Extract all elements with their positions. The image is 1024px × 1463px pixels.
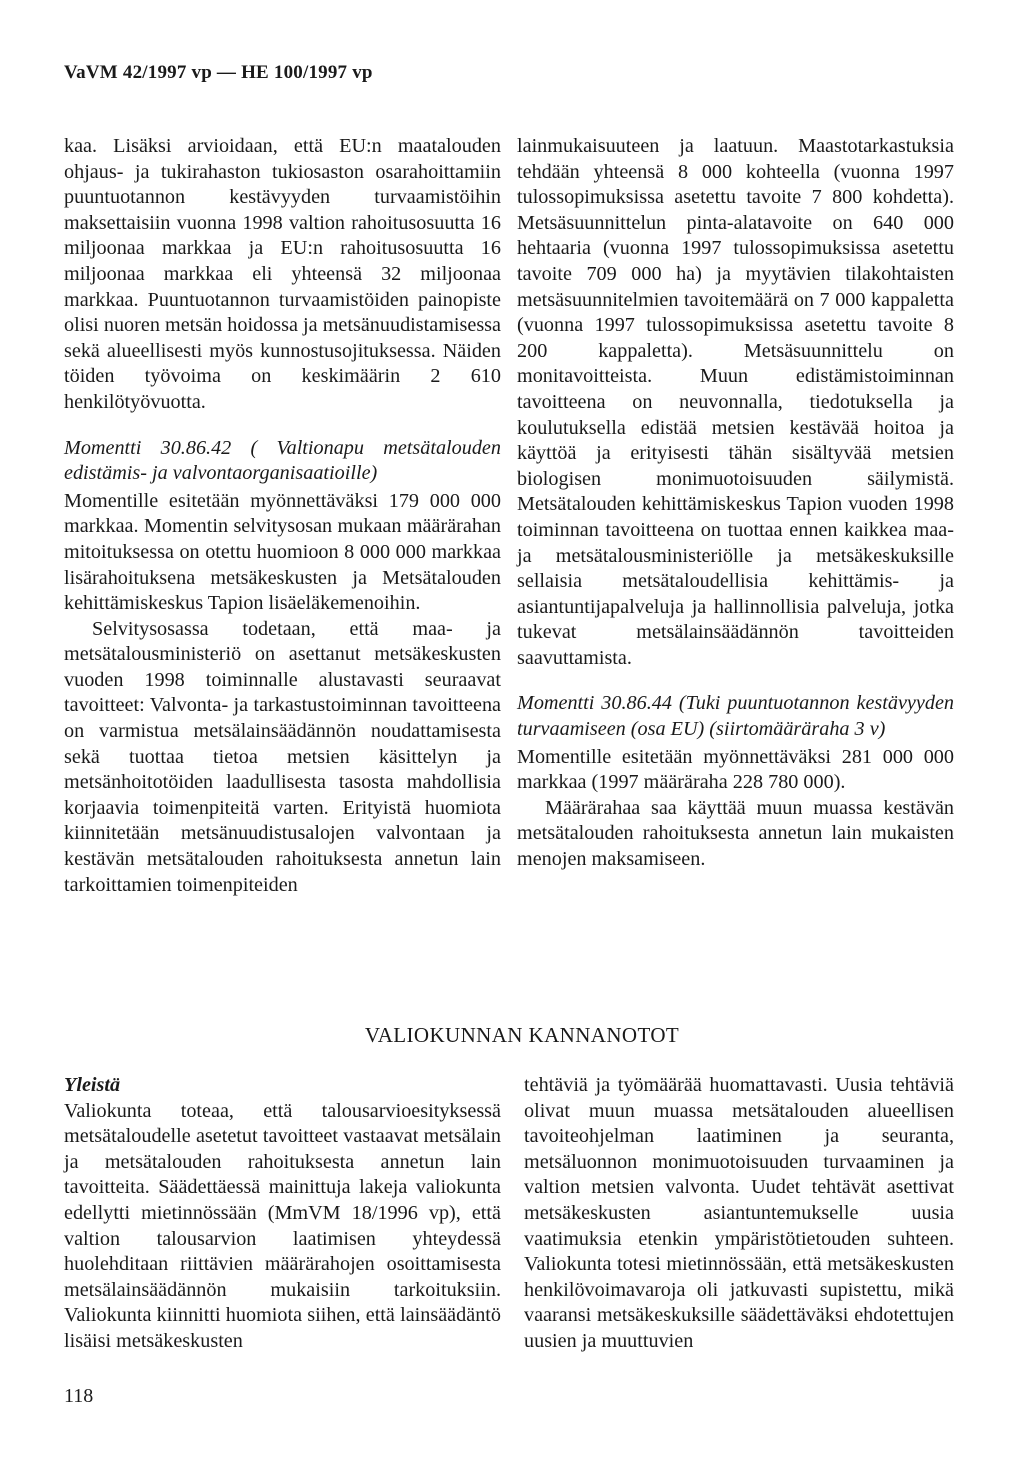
paragraph: tehtäviä ja työmäärää huomattavasti. Uusia tehtäviä olivat muun muassa metsätalouden alueellisen tavoiteohjelman laatiminen ja seuranta, metsäluonnon monimuotoisuuden turvaaminen ja valtion metsien valvonta. Uudet tehtävät asettivat metsäkeskusten asiantuntemukselle uusia vaatimuksia etenkin ympäristötietouden suhteen. Valiokunta totesi mietinnössään, että metsäkeskusten henkilövoimavaroja oli jatkuvasti supistettu, mikä vaaransi metsäkeskuksille säädettäväksi ehdotettujen uusien ja muuttuvien <box>524 1074 954 1352</box>
paragraph: Määrärahaa saa käyttää muun muassa kestävän metsätalouden rahoituksesta annetun lain mukaisten menojen maksamiseen. <box>517 796 954 871</box>
page-number: 118 <box>64 1385 94 1407</box>
paragraph: Valiokunta toteaa, että talousarvioesityksessä metsätaloudelle asetetut tavoitteet vastaavat metsälain ja metsätalouden rahoituksesta annetun lain tavoitteita. Säädettäessä mainittuja lakeja valiokunta edellytti mietinnössään (MmVM 18/1996 vp), että valtion talousarvion laatimisen yhteydessä huolehditaan riittävien määrärahojen osoittamisesta metsälainsäädännön mukaisiin tarkoituksiin. Valiokunta kiinnitti huomiota siihen, että lainsäädäntö lisäisi metsäkeskusten <box>64 1099 501 1352</box>
paragraph: Selvitysosassa todetaan, että maa- ja metsätalousministeriö on asettanut metsäkeskusten vuoden 1998 toiminnalle alustavasti seuraavat tavoitteet: Valvonta- ja tarkastustoiminnan tavoitteena on varmistua metsälainsäädännön noudattamisesta sekä tuottaa tietoa metsien käsittelyn ja metsänhoitotöiden laadullisesta tasosta mahdollisia korjaavia toimenpiteitä varten. Erityistä huomiota kiinnitetään metsänuudistusalojen valvontaan ja kestävän metsätalouden rahoituksesta annetun lain tarkoittamien toimenpiteiden <box>64 617 501 896</box>
paragraph: Momentille esitetään myönnettäväksi 281 000 000 markkaa (1997 määräraha 228 780 000). <box>517 745 954 794</box>
paragraph: kaa. Lisäksi arvioidaan, että EU:n maatalouden ohjaus- ja tukirahaston tukiosaston osarahoittamiin puuntuotannon kestävyyden turvaamistöihin maksettaisiin vuonna 1998 valtion rahoitusosuutta 16 miljoonaa markkaa ja EU:n rahoitusosuutta 16 miljoonaa markkaa eli yhteensä 32 miljoonaa markkaa. Puuntuotannon turvaamistöiden painopiste olisi nuoren metsän hoidossa ja metsänuudistamisessa sekä alueellisesti myös kunnostusojituksessa. Näiden töiden työvoima on keskimäärin 2 610 henkilötyövuotta. <box>64 135 501 413</box>
subheading: Yleistä <box>64 1074 121 1096</box>
paragraph: lainmukaisuuteen ja laatuun. Maastotarkastuksia tehdään yhteensä 8 000 kohteella (vuonna 1997 tulossopimuksissa asetettu tavoite 7 800 kohdetta). Metsäsuunnittelun pinta-alatavoite on 640 000 hehtaaria (vuonna 1997 tulossopimuksissa asetettu tavoite 709 000 ha) ja myytävien tilakohtaisten metsäsuunnitelmien tavoitemäärä on 7 000 kappaletta (vuonna 1997 tulossopimuksissa asetettu tavoite 8 200 kappaletta). Metsäsuunnittelu on monitavoitteista. Muun edistämistoiminnan tavoitteena on neuvonnalla, tiedotuksella ja koulutuksella edistää metsien kestävää hoitoa ja käyttöä ja erityisesti tähän sisältyvää metsien biologisen monimuotoisuuden säilymistä. Metsätalouden kehittämiskeskus Tapion vuoden 1998 toiminnan tavoitteena on tuottaa ennen kaikkea maa- ja metsätalousministeriölle ja metsäkeskuksille sellaisia metsätaloudellisia kehittämis- ja asiantuntijapalveluja ja hallinnollisia palveluja, jotka tukevat metsälainsäädännön tavoitteiden saavuttamista. <box>517 135 954 669</box>
paragraph: Momentille esitetään myönnettäväksi 179 000 000 markkaa. Momentin selvitysosan mukaan määrärahan mitoituksessa on otettu huomioon 8 000 000 markkaa lisärahoituksena metsäkeskusten ja Metsätalouden kehittämiskeskus Tapion lisäeläkemenoihin. <box>64 489 501 615</box>
momentti-heading: Momentti 30.86.44 (Tuki puuntuotannon kestävyyden turvaamiseen (osa EU) (siirtomääräraha 3 v) <box>517 692 954 741</box>
running-header: VaVM 42/1997 vp — HE 100/1997 vp <box>64 62 373 83</box>
left-column-top <box>64 134 501 898</box>
left-column-bottom <box>64 1073 501 1355</box>
momentti-heading: Momentti 30.86.42 ( Valtionapu metsätalouden edistämis- ja valvontaorganisaatioille) <box>64 436 501 485</box>
section-heading-text: VALIOKUNNAN KANNANOTOT <box>364 1023 680 1047</box>
right-column-bottom <box>524 1073 954 1355</box>
section-heading <box>0 1023 1024 1048</box>
right-column-top <box>517 134 954 873</box>
